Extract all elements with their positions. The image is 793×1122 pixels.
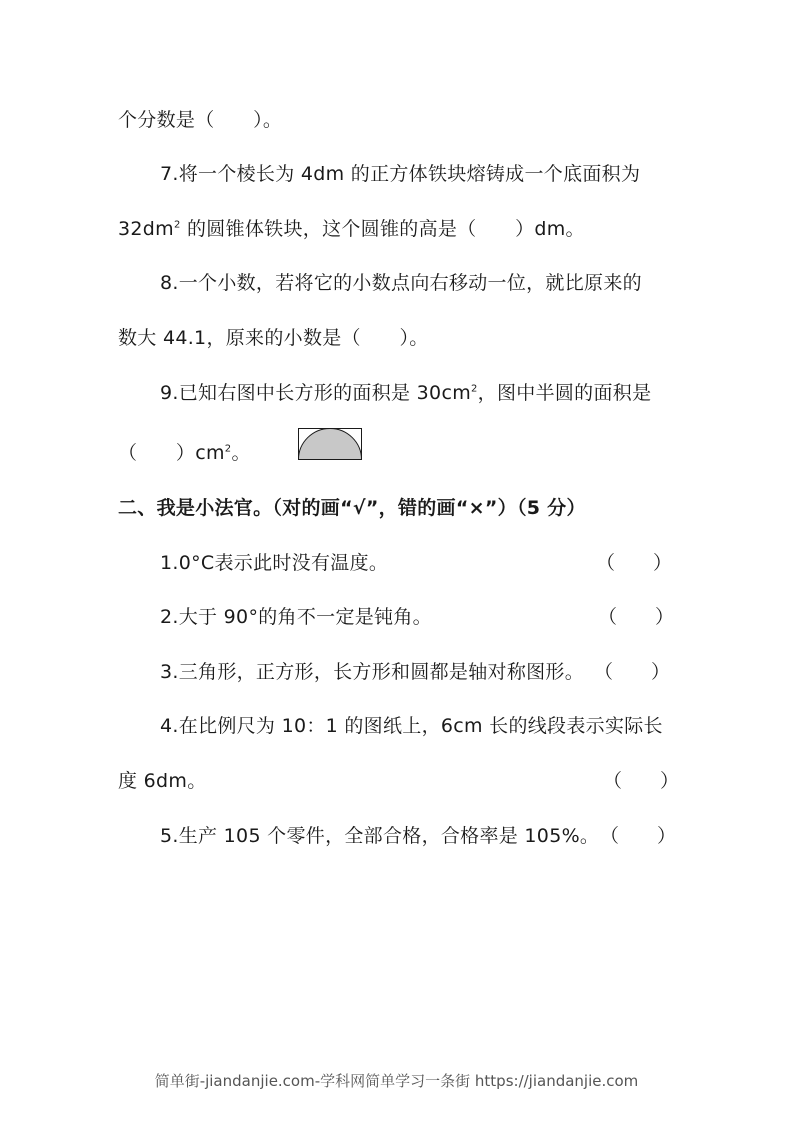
judge-item-3-answer-parens: （ ） <box>594 661 671 683</box>
judge-item-1-answer-parens: （ ） <box>596 552 673 574</box>
section-2-heading: 二、我是小法官。（对的画“√”，错的画“×”）（5 分） <box>118 497 586 519</box>
problem-9-superscript-2: 2 <box>224 443 232 455</box>
problem-9-line-1-start: 9.已知右图中长方形的面积是 30cm <box>160 382 471 404</box>
judge-item-3: 3.三角形，正方形，长方形和圆都是轴对称图形。 <box>160 661 585 683</box>
problem-9-answer-blank: （ ）cm <box>118 442 225 464</box>
problem-7-unit: 32dm <box>118 218 174 240</box>
judge-item-4-line-2: 度 6dm。 <box>118 770 207 792</box>
judge-item-5: 5.生产 105 个零件，全部合格，合格率是 105%。 <box>160 825 600 847</box>
problem-8-line-1: 8.一个小数，若将它的小数点向右移动一位，就比原来的 <box>160 272 642 294</box>
problem-9-superscript-1: 2 <box>471 383 478 395</box>
judge-item-5-answer-parens: （ ） <box>600 825 677 847</box>
judge-item-2-answer-parens: （ ） <box>598 606 675 628</box>
problem-7-line-2 <box>118 217 585 241</box>
problem-6-continuation: 个分数是（ ）。 <box>118 109 283 131</box>
judge-item-4-line-1: 4.在比例尺为 10：1 的图纸上，6cm 长的线段表示实际长 <box>160 715 663 737</box>
problem-9-line-2 <box>118 441 251 465</box>
judge-item-4-answer-parens: （ ） <box>603 770 680 792</box>
problem-7-line-2-rest: 的圆锥体铁块，这个圆锥的高是（ ）dm。 <box>180 218 585 240</box>
problem-7-superscript: 2 <box>173 219 181 231</box>
problem-9-line-1 <box>160 381 651 405</box>
rectangle-semicircle-figure <box>298 428 362 460</box>
page-footer-watermark: 简单街-jiandanjie.com-学科网简单学习一条街 https://jiandanjie.com <box>154 1072 639 1090</box>
problem-8-line-2: 数大 44.1，原来的小数是（ ）。 <box>118 327 429 349</box>
problem-9-line-2-end: 。 <box>231 442 251 464</box>
problem-7-line-1: 7.将一个棱长为 4dm 的正方体铁块熔铸成一个底面积为 <box>160 163 641 185</box>
judge-item-2: 2.大于 90°的角不一定是钝角。 <box>160 606 432 628</box>
problem-9-line-1-end: ，图中半圆的面积是 <box>477 382 652 404</box>
judge-item-1: 1.0°C表示此时没有温度。 <box>160 552 389 574</box>
